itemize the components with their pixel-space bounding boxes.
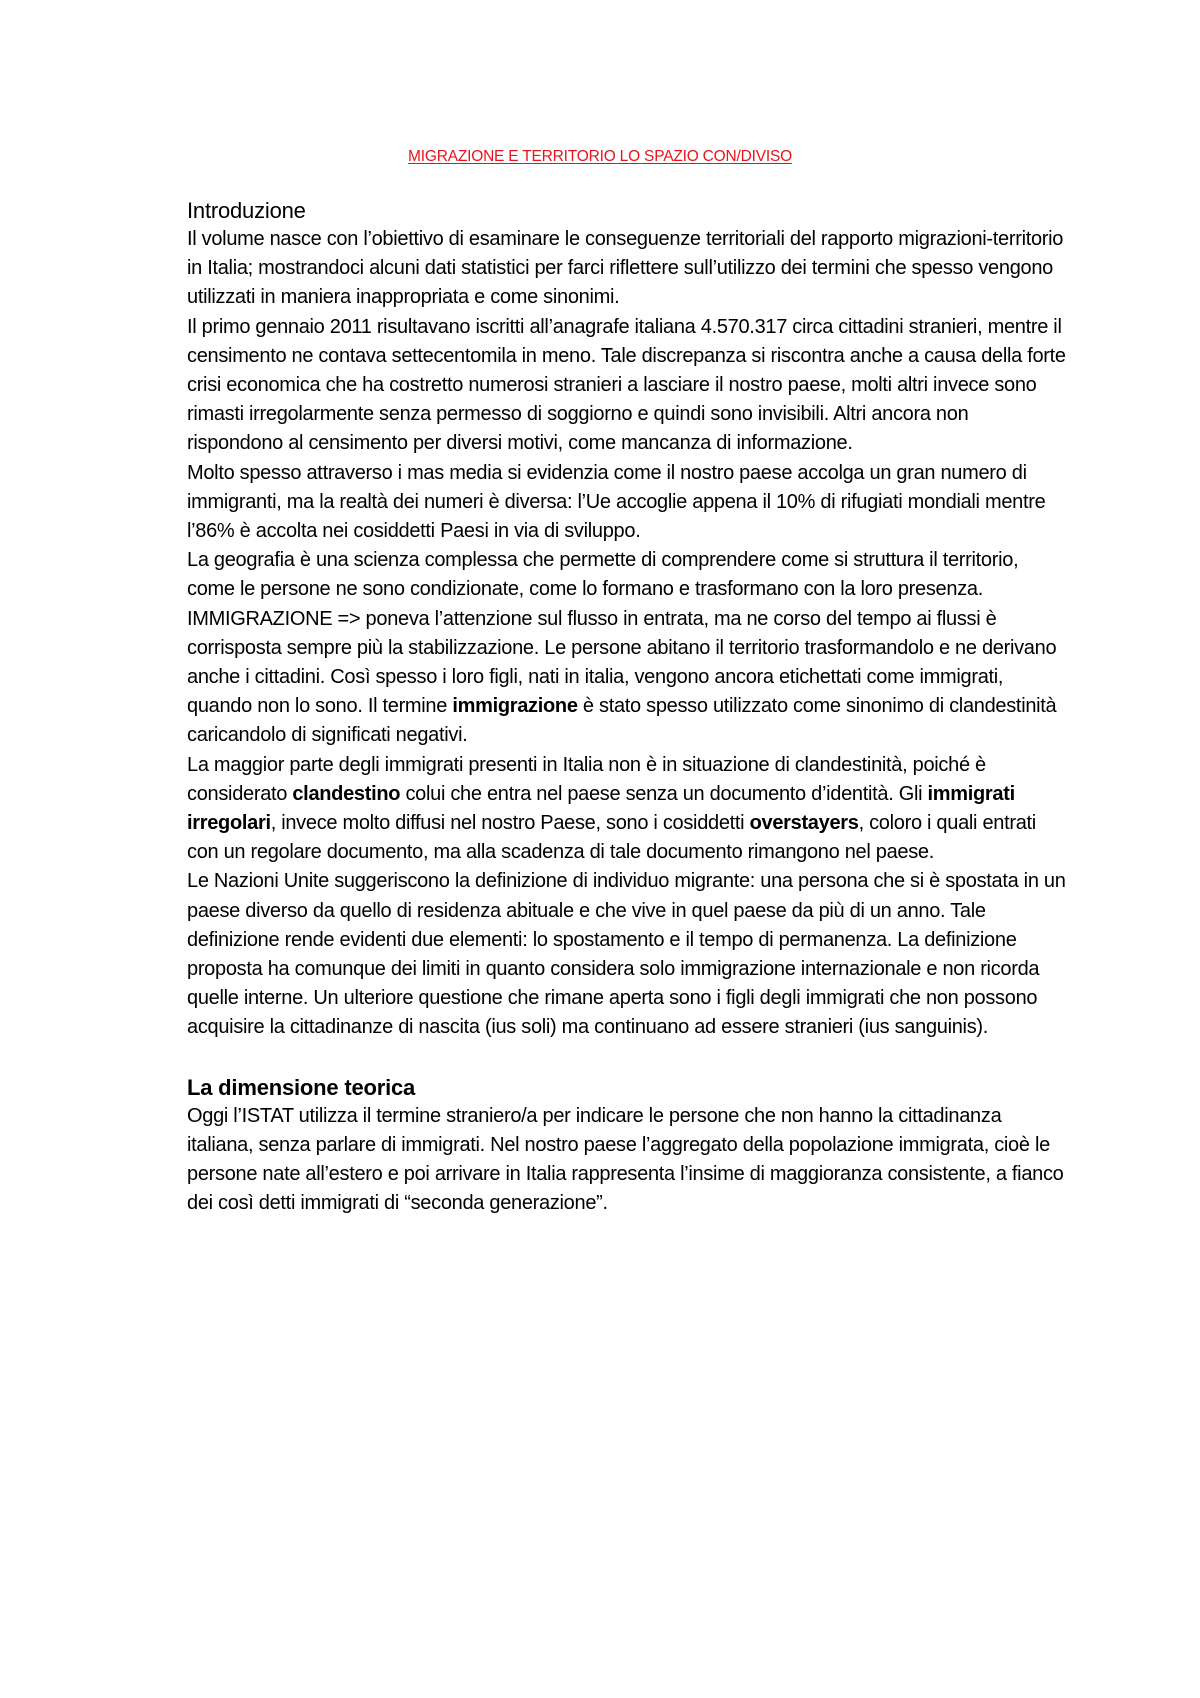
- paragraph-intro-4: La geografia è una scienza complessa che permette di comprendere come si struttura il territorio, come le persone ne sono condizionate, come lo formano e trasformano con la loro presenza.: [187, 549, 1019, 601]
- paragraph-nazioni-unite: Le Nazioni Unite suggeriscono la definizione di individuo migrante: una persona che si è spostata in un paese diverso da quello di residenza abituale e che vive in quel paese da più di un anno. Tale definizione rende evidenti due elementi: lo spostamento e il tempo di permanenza. La definizione proposta ha comunque dei limiti in quanto considera solo immigrazione internazionale e non ricorda quelle interne. Un ulteriore questione che rimane aperta sono i figli degli immigrati che non possono acquisire la cittadinanze di nascita (ius soli) ma continuano ad essere stranieri (ius sanguinis).: [187, 870, 1066, 1039]
- paragraph-istat: Oggi l’ISTAT utilizza il termine straniero/a per indicare le persone che non hanno la cittadinanza italiana, senza parlare di immigrati. Nel nostro paese l’aggregato della popolazione immigrata, cioè le persone nate all’estero e poi arrivare in Italia rappresenta l’insime di maggioranza consistente, a fianco dei così detti immigrati di “seconda generazione”.: [187, 1104, 1064, 1215]
- document-title: MIGRAZIONE E TERRITORIO LO SPAZIO CON/DIVISO: [408, 148, 792, 165]
- paragraph-intro-2: Il primo gennaio 2011 risultavano iscritti all’anagrafe italiana 4.570.317 circa cittadini stranieri, mentre il censimento ne contava settecentomila in meno. Tale discrepanza si riscontra anche a causa della forte crisi economica che ha costretto numerosi stranieri a lasciare il nostro paese, molti altri invece sono rimasti irregolarmente senza permesso di soggiorno e quindi sono invisibili. Altri ancora non rispondono al censimento per diversi motivi, come mancanza di informazione.: [187, 315, 1066, 455]
- paragraph-text: , coloro i quali entrati con un regolare documento, ma alla scadenza di tale documento rimangono nel paese.: [187, 812, 1036, 864]
- paragraph-immigrazione: [187, 605, 1067, 751]
- bold-term-immigrazione: immigrazione: [452, 695, 578, 718]
- document-body: [187, 196, 1067, 1219]
- paragraph-text: , invece molto diffusi nel nostro Paese, sono i cosiddetti: [270, 812, 750, 835]
- paragraph-text: è stato spesso utilizzato come sinonimo di clandestinità caricandolo di significati negativi.: [187, 695, 1057, 747]
- paragraph-intro-1: Il volume nasce con l’obiettivo di esaminare le conseguenze territoriali del rapporto migrazioni-territorio in Italia; mostrandoci alcuni dati statistici per farci riflettere sull’utilizzo dei termini che spesso vengono utilizzati in maniera inappropriata e come sinonimi.: [187, 228, 1064, 309]
- paragraph-clandestinita: [187, 751, 1067, 868]
- paragraph-intro-3: Molto spesso attraverso i mas media si evidenzia come il nostro paese accolga un gran numero di immigranti, ma la realtà dei numeri è diversa: l’Ue accoglie appena il 10% di rifugiati mondiali mentre l’86% è accolta nei cosiddetti Paesi in via di sviluppo.: [187, 461, 1046, 543]
- section-heading-dimensione-teorica: La dimensione teorica: [187, 1074, 416, 1100]
- bold-term-clandestino: clandestino: [292, 782, 401, 805]
- bold-term-immigrati-irregolari: immigrati irregolari: [187, 782, 1015, 835]
- bold-term-overstayers: overstayers: [749, 812, 859, 835]
- section-heading-introduzione: Introduzione: [187, 198, 306, 223]
- paragraph-text: La maggior parte degli immigrati presenti in Italia non è in situazione di clandestinità, poiché è considerato: [187, 753, 986, 805]
- paragraph-text: colui che entra nel paese senza un documento d’identità. Gli: [400, 782, 928, 805]
- paragraph-text: IMMIGRAZIONE => poneva l’attenzione sul flusso in entrata, ma ne corso del tempo ai flussi è corrisposta sempre più la stabilizzazione. Le persone abitano il territorio trasformandolo e ne derivano anche i cittadini. Così spesso i loro figli, nati in italia, vengono ancora etichettati come immigrati, quando non lo sono. Il termine: [187, 607, 1057, 718]
